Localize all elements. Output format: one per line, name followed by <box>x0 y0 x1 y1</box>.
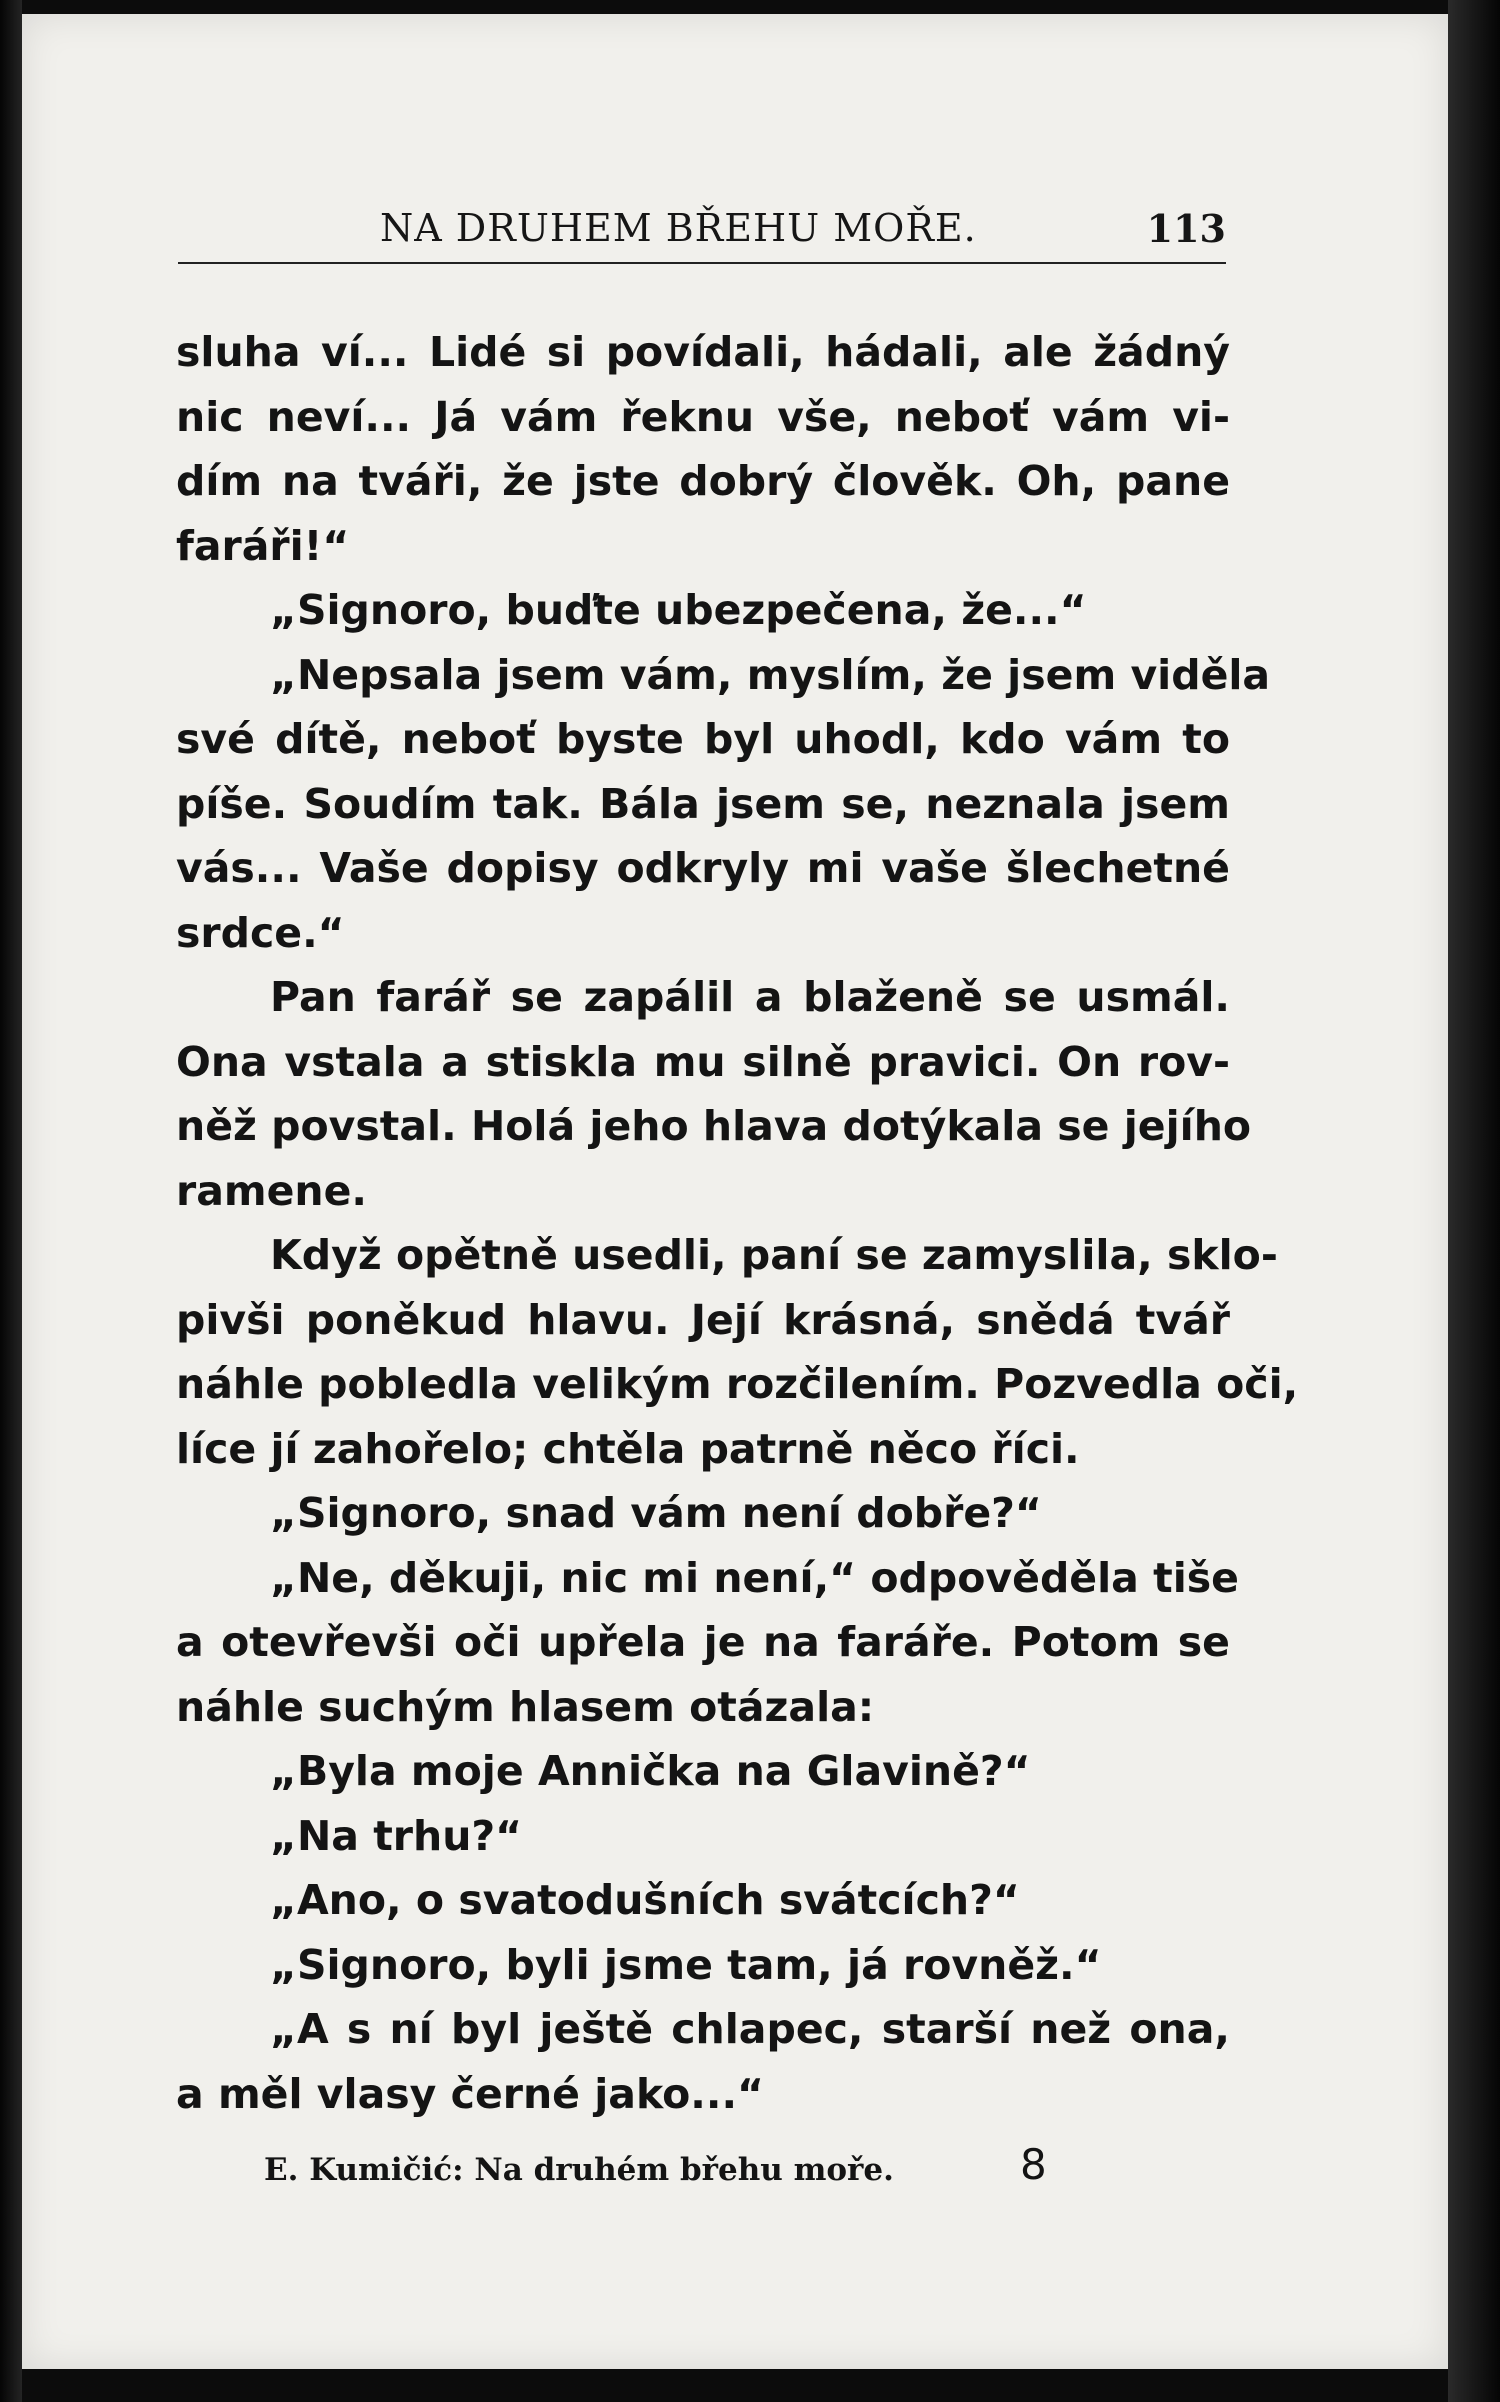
text-line: „Signoro, snad vám není dobře?“ <box>270 1489 1042 1537</box>
page-footer <box>264 2140 1164 2200</box>
text-line: vás... Vaše dopisy odkryly mi vaše šlechetné <box>176 844 1230 892</box>
text-line: a otevřevši oči upřela je na faráře. Potom se <box>176 1618 1230 1666</box>
header-rule <box>178 262 1226 264</box>
running-title: NA DRUHEM BŘEHU MOŘE. <box>380 206 977 250</box>
text-line: faráři!“ <box>176 521 350 570</box>
text-line: „Ne, děkuji, nic mi není,“ odpověděla tiše <box>270 1553 1239 1602</box>
text-line: Ona vstala a stiskla mu silně pravici. On rov- <box>176 1037 1230 1086</box>
text-line: „A s ní byl ještě chlapec, starší než ona, <box>270 2005 1230 2053</box>
page-header <box>178 176 1226 266</box>
text-line: „Na trhu?“ <box>270 1811 523 1860</box>
text-line: své dítě, neboť byste byl uhodl, kdo vám to <box>176 715 1230 763</box>
scan-left-edge <box>0 0 22 2402</box>
text-line: něž povstal. Holá jeho hlava dotýkala se jejího <box>176 1102 1252 1150</box>
text-line: „Signoro, byli jsme tam, já rovněž.“ <box>270 1940 1102 1989</box>
signature-line: E. Kumičić: Na druhém břehu moře. <box>264 2152 894 2188</box>
page-number: 113 <box>1146 206 1226 251</box>
text-line: „Signoro, buďte ubezpečena, že...“ <box>270 586 1087 634</box>
text-line: ramene. <box>176 1166 367 1215</box>
body-text <box>176 320 1299 2126</box>
text-line: Když opětně usedli, paní se zamyslila, sklo- <box>270 1231 1278 1279</box>
text-line: sluha ví... Lidé si povídali, hádali, ale žádný <box>176 328 1230 376</box>
text-line: píše. Soudím tak. Bála jsem se, neznala jsem <box>176 779 1230 828</box>
text-line: „Ano, o svatodušních svátcích?“ <box>270 1876 1020 1924</box>
text-line: „Nepsala jsem vám, myslím, že jsem viděla <box>270 650 1271 699</box>
text-line: srdce.“ <box>176 908 345 957</box>
text-line: náhle pobledla velikým rozčilením. Pozvedla oči, <box>176 1360 1299 1408</box>
signature-mark: 8 <box>1020 2140 1047 2189</box>
text-line: náhle suchým hlasem otázala: <box>176 1682 875 1731</box>
text-line: dím na tváři, že jste dobrý člověk. Oh, pane <box>176 457 1230 505</box>
text-line: Pan farář se zapálil a blaženě se usmál. <box>270 973 1230 1021</box>
text-line: „Byla moje Annička na Glavině?“ <box>270 1747 1031 1795</box>
text-line: a měl vlasy černé jako...“ <box>176 2069 764 2118</box>
text-line: nic neví... Já vám řeknu vše, neboť vám vi- <box>176 392 1230 441</box>
scan-right-edge <box>1448 0 1500 2402</box>
text-line: pivši poněkud hlavu. Její krásná, snědá tvář <box>176 1295 1230 1344</box>
text-line: líce jí zahořelo; chtěla patrně něco říci. <box>176 1424 1080 1473</box>
